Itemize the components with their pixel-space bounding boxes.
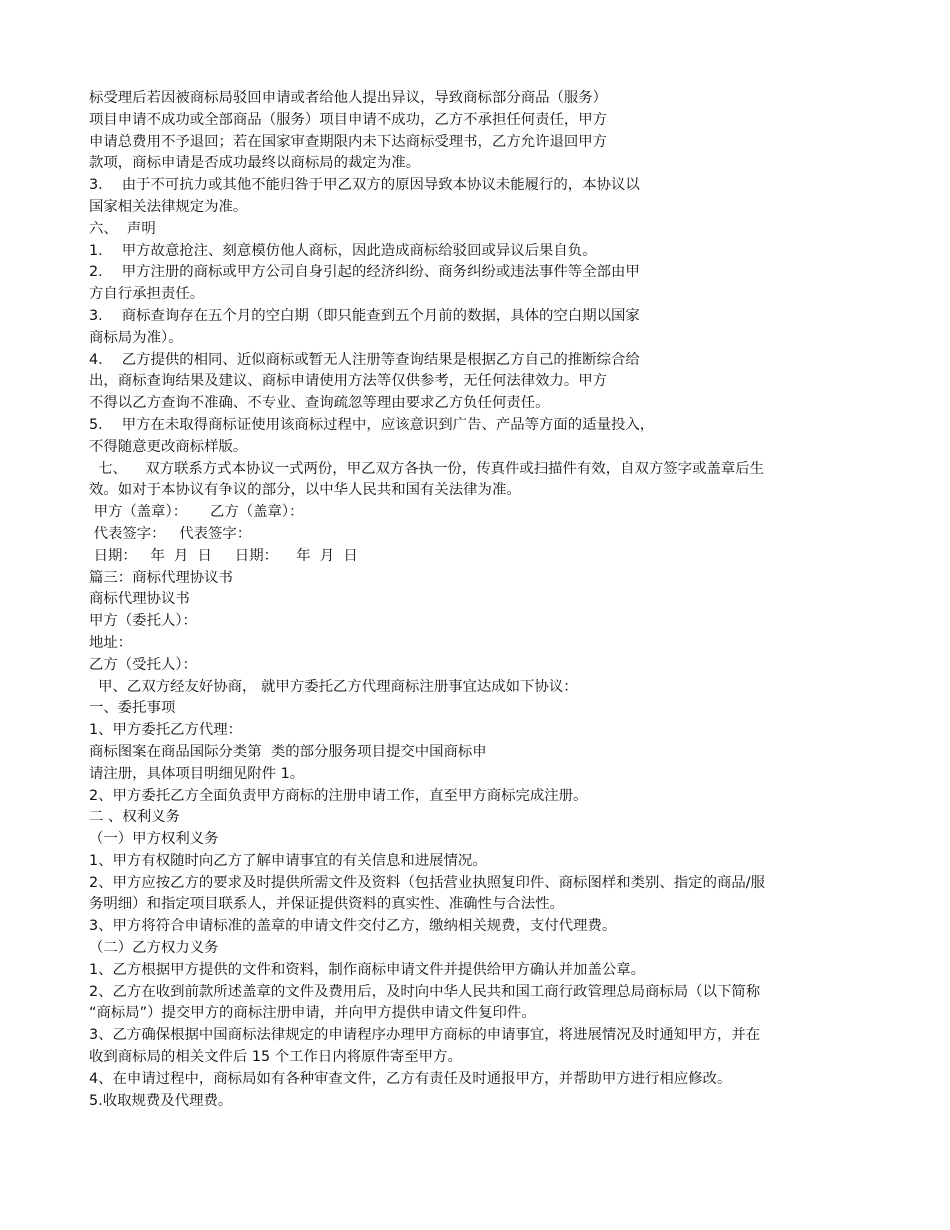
text-line: 2、甲方应按乙方的要求及时提供所需文件及资料（包括营业执照复印件、商标图样和类别、指定的商品/服 <box>89 874 765 891</box>
text-line: 六、 声明 <box>89 220 156 237</box>
text-line: 甲方（委托人）： <box>89 613 197 630</box>
text-line: 2． 甲方注册的商标或甲方公司自身引起的经济纠纷、商务纠纷或违法事件等全部由甲 <box>89 264 640 281</box>
text-line: 日期： 年 月 日 日期： 年 月 日 <box>89 547 358 564</box>
text-line: 收到商标局的相关文件后 15 个工作日内将原件寄至甲方。 <box>89 1049 462 1066</box>
text-line: 不得随意更改商标样版。 <box>89 438 248 455</box>
text-line: 4、在申请过程中，商标局如有各种审查文件，乙方有责任及时通报甲方，并帮助甲方进行相应修改。 <box>89 1070 732 1087</box>
text-line: 方自行承担责任。 <box>89 286 205 303</box>
text-line: 篇三：商标代理协议书 <box>89 569 233 586</box>
text-line: 1． 甲方故意抢注、刻意模仿他人商标，因此造成商标给驳回或异议后果自负。 <box>89 242 597 259</box>
text-line: 1、乙方根据甲方提供的文件和资料，制作商标申请文件并提供给甲方确认并加盖公章。 <box>89 961 646 978</box>
text-line: 3、乙方确保根据中国商标法律规定的申请程序办理甲方商标的申请事宜，将进展情况及时通知甲方，并在 <box>89 1027 761 1044</box>
text-line: 代表签字： 代表签字： <box>89 525 252 542</box>
text-line: 1、甲方有权随时向乙方了解申请事宜的有关信息和进展情况。 <box>89 852 487 869</box>
text-line: 3． 商标查询存在五个月的空白期（即只能查到五个月前的数据，具体的空白期以国家 <box>89 307 640 324</box>
text-line: 效。如对于本协议有争议的部分，以中华人民共和国有关法律为准。 <box>89 482 521 499</box>
text-line: 国家相关法律规定为准。 <box>89 198 248 215</box>
text-line: 出，商标查询结果及建议、商标申请使用方法等仅供参考，无任何法律效力。甲方 <box>89 373 608 390</box>
text-line: 5． 甲方在未取得商标证使用该商标过程中，应该意识到广告、产品等方面的适量投入， <box>89 416 655 433</box>
text-line: 2、甲方委托乙方全面负责甲方商标的注册申请工作，直至甲方商标完成注册。 <box>89 787 588 804</box>
text-line: 二 、权利义务 <box>89 809 180 826</box>
text-line: 2、乙方在收到前款所述盖章的文件及费用后，及时向中华人民共和国工商行政管理总局商标局（以下简称 <box>89 983 761 1000</box>
text-line: 4． 乙方提供的相同、近似商标或暂无人注册等查询结果是根据乙方自己的推断综合给 <box>89 351 640 368</box>
text-line: 商标图案在商品国际分类第 类的部分服务项目提交中国商标申 <box>89 743 487 760</box>
text-line: 标受理后若因被商标局驳回申请或者给他人提出异议，导致商标部分商品（服务） <box>89 90 608 106</box>
text-line: 务明细）和指定项目联系人，并保证提供资料的真实性、准确性与合法性。 <box>89 896 564 913</box>
text-line: 七、 双方联系方式本协议一式两份，甲乙双方各执一份，传真件或扫描件有效，自双方签字或盖章后生 <box>89 460 765 477</box>
text-line: 款项，商标申请是否成功最终以商标局的裁定为准。 <box>89 155 420 172</box>
text-line: 请注册，具体项目明细见附件 1。 <box>89 765 305 782</box>
text-line: “商标局”）提交甲方的商标注册申请，并向甲方提供申请文件复印件。 <box>89 1005 536 1022</box>
text-line: （二）乙方权力义务 <box>89 940 219 957</box>
text-line: 1、甲方委托乙方代理： <box>89 722 243 739</box>
text-line: 地址： <box>89 634 133 651</box>
text-line: 5.收取规费及代理费。 <box>89 1092 233 1109</box>
text-line: 一、委托事项 <box>89 700 176 717</box>
text-line: 项目申请不成功或全部商品（服务）项目申请不成功，乙方不承担任何责任，甲方 <box>89 111 608 128</box>
text-line: 申请总费用不予退回；若在国家审查期限内未下达商标受理书，乙方允许退回甲方 <box>89 133 608 150</box>
text-line: 商标代理协议书 <box>89 591 190 608</box>
document-body <box>89 88 869 1112</box>
text-line: （一）甲方权利义务 <box>89 831 219 848</box>
text-line: 乙方（受托人）： <box>89 656 197 673</box>
text-line: 不得以乙方查询不准确、不专业、查询疏忽等理由要求乙方负任何责任。 <box>89 395 550 412</box>
text-line: 商标局为准）。 <box>89 329 183 346</box>
text-line: 甲方（盖章）： 乙方（盖章）： <box>89 504 304 521</box>
text-line: 3． 由于不可抗力或其他不能归咎于甲乙双方的原因导致本协议未能履行的，本协议以 <box>89 177 640 194</box>
text-line: 3、甲方将符合申请标准的盖章的申请文件交付乙方，缴纳相关规费，支付代理费。 <box>89 918 617 935</box>
text-line: 甲、乙双方经友好协商， 就甲方委托乙方代理商标注册事宜达成如下协议： <box>89 678 578 695</box>
